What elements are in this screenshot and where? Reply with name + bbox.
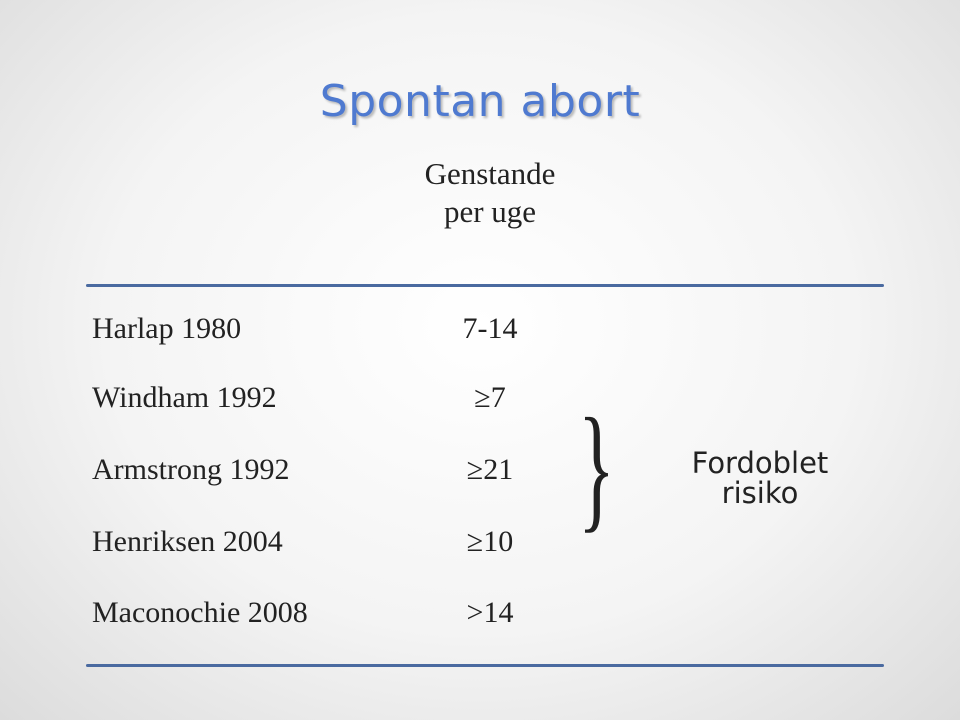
- column-header-line1: Genstande: [424, 156, 556, 191]
- study-value: ≥7: [474, 381, 506, 414]
- table-row: [0, 596, 960, 636]
- bottom-rule: [86, 664, 884, 667]
- study-value: ≥21: [466, 453, 514, 486]
- risk-annotation-line2: risiko: [721, 476, 799, 510]
- study-value: >14: [466, 596, 514, 629]
- table-row: [0, 525, 960, 565]
- study-label: Windham 1992: [92, 381, 277, 414]
- study-label: Harlap 1980: [92, 312, 242, 345]
- study-value: 7-14: [462, 312, 518, 345]
- top-rule: [86, 284, 884, 287]
- study-value: ≥10: [466, 525, 514, 558]
- column-header: [360, 155, 620, 231]
- risk-annotation: [660, 448, 860, 508]
- risk-annotation-line1: Fordoblet: [691, 446, 829, 480]
- grouping-brace: }: [578, 390, 615, 545]
- table-row: [0, 381, 960, 421]
- slide-title: Spontan abort: [319, 76, 641, 127]
- study-label: Armstrong 1992: [92, 453, 290, 486]
- table-row: [0, 312, 960, 352]
- column-header-line2: per uge: [443, 194, 537, 229]
- study-label: Maconochie 2008: [92, 596, 308, 629]
- study-label: Henriksen 2004: [92, 525, 283, 558]
